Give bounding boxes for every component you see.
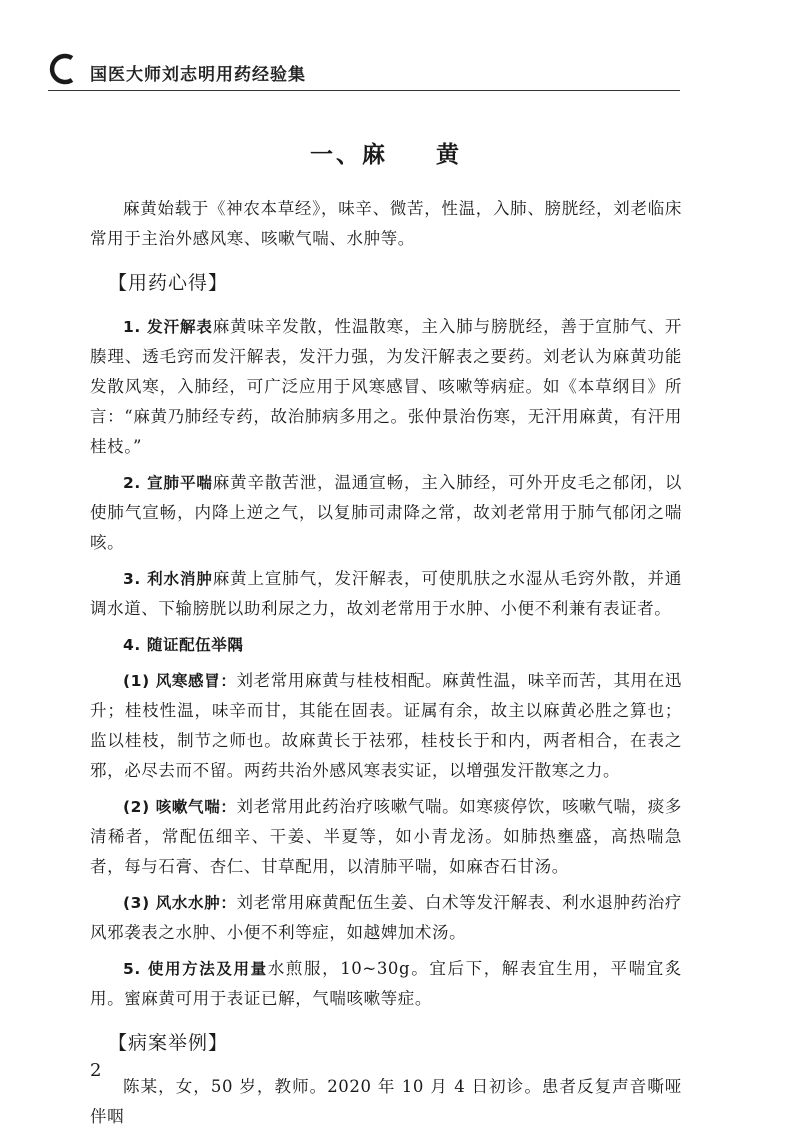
item-paragraph — [90, 564, 682, 624]
chapter-title-part1: 一、麻 — [310, 141, 388, 168]
item-paragraph — [90, 630, 682, 660]
sub-item-text: 刘老常用此药治疗咳嗽气喘。如寒痰停饮，咳嗽气喘，痰多清稀者，常配伍细辛、干姜、半夏等，如小青龙汤。如肺热壅盛，高热喘急者，每与石膏、杏仁、甘草配用，以清肺平喘，如麻杏石甘汤。 — [90, 797, 683, 876]
usage-paragraph — [90, 954, 682, 1014]
sub-item-paragraph — [90, 666, 682, 786]
sub-item-heading: (2) 咳嗽气喘： — [123, 798, 237, 816]
item-paragraph — [90, 468, 682, 558]
sub-item-paragraph — [90, 888, 682, 948]
chapter-title-part2: 黄 — [436, 141, 462, 168]
page-content — [90, 140, 682, 1138]
sub-item-paragraph — [90, 792, 682, 882]
item-heading: 4. 随证配伍举隅 — [123, 636, 244, 654]
item-heading: 1. 发汗解表 — [123, 318, 213, 336]
usage-heading: 5. 使用方法及用量 — [123, 960, 268, 978]
item-paragraph — [90, 312, 682, 462]
sub-item-heading: (3) 风水水肿： — [123, 894, 237, 912]
running-header — [48, 52, 680, 88]
item-text: 麻黄上宣肺气，发汗解表，可使肌肤之水湿从毛窍外散，并通调水道、下输膀胱以助利尿之力，故刘老常用于水肿、小便不利兼有表证者。 — [90, 569, 682, 618]
page-number: 2 — [90, 1060, 102, 1081]
section-heading-cases: 【病案举例】 — [108, 1032, 229, 1054]
header-divider — [48, 90, 680, 91]
item-heading: 3. 利水消肿 — [123, 570, 213, 588]
book-logo-icon — [48, 52, 78, 86]
chapter-title — [90, 140, 682, 170]
intro-paragraph: 麻黄始载于《神农本草经》，味辛、微苦，性温，入肺、膀胱经，刘老临床常用于主治外感风寒、咳嗽气喘、水肿等。 — [90, 199, 682, 248]
sub-item-heading: (1) 风寒感冒： — [123, 672, 237, 690]
sub-item-text: 刘老常用麻黄与桂枝相配。麻黄性温，味辛而苦，其用在迅升；桂枝性温，味辛而甘，其能在固表。证属有余，故主以麻黄必胜之算也；监以桂枝，制节之师也。故麻黄长于祛邪，桂枝长于和内，两者相合，在表之邪，必尽去而不留。两药共治外感风寒表实证，以增强发汗散寒之力。 — [90, 671, 683, 780]
usage-text: 水煎服，10~30g。宜后下，解表宜生用，平喘宜炙用。蜜麻黄可用于表证已解，气喘咳嗽等症。 — [90, 959, 682, 1008]
item-text: 麻黄味辛发散，性温散寒，主入肺与膀胱经，善于宣肺气、开腠理、透毛窍而发汗解表，发汗力强，为发汗解表之要药。刘老认为麻黄功能发散风寒，入肺经，可广泛应用于风寒感冒、咳嗽等病症。如《本草纲目》所言：“麻黄乃肺经专药，故治肺病多用之。张仲景治伤寒，无汗用麻黄，有汗用桂枝。” — [90, 317, 682, 456]
case-paragraph: 陈某，女，50 岁，教师。2020 年 10 月 4 日初诊。患者反复声音嘶哑伴咽 — [90, 1077, 682, 1126]
header-title: 国医大师刘志明用药经验集 — [90, 65, 306, 85]
sub-item-text: 刘老常用麻黄配伍生姜、白术等发汗解表、利水退肿药治疗风邪袭表之水肿、小便不利等症，如越婢加术汤。 — [90, 893, 683, 942]
section-heading-experience: 【用药心得】 — [108, 272, 229, 294]
item-heading: 2. 宣肺平喘 — [123, 474, 213, 492]
item-text: 麻黄辛散苦泄，温通宣畅，主入肺经，可外开皮毛之郁闭，以使肺气宣畅，内降上逆之气，以复肺司肃降之常，故刘老常用于肺气郁闭之喘咳。 — [90, 473, 682, 552]
